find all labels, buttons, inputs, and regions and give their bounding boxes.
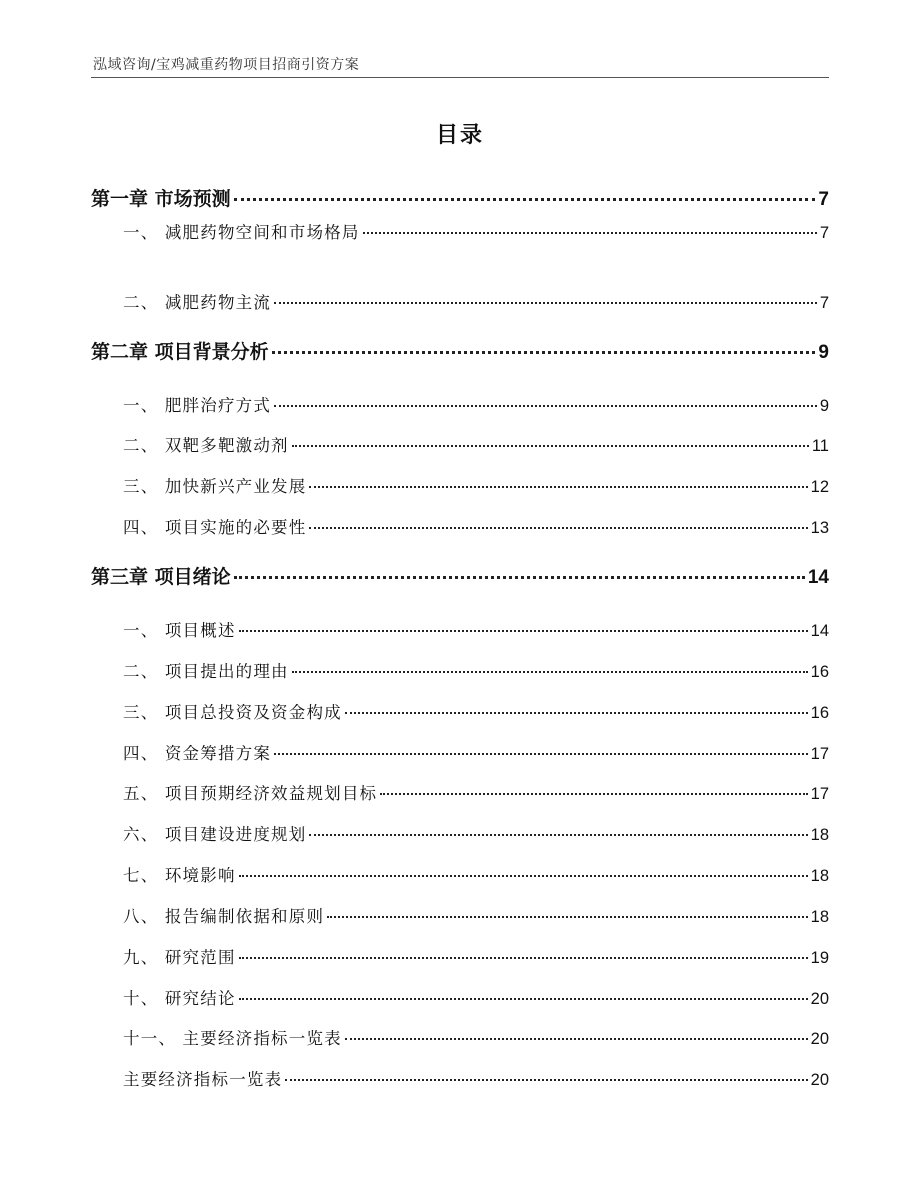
dot-leader: [309, 486, 807, 488]
dot-leader: [345, 1038, 808, 1040]
dot-leader: [239, 998, 808, 1000]
dot-leader: [274, 302, 817, 304]
toc-entry-label: 三、 项目总投资及资金构成: [123, 703, 342, 722]
toc-section[interactable]: [123, 1025, 829, 1049]
toc-entry-label: 十一、 主要经济指标一览表: [123, 1029, 342, 1048]
toc-page-number: 7: [819, 224, 829, 242]
toc-page-number: 17: [810, 785, 829, 803]
dot-leader: [239, 875, 808, 877]
toc-entry-label: 第一章 市场预测: [91, 188, 231, 210]
toc-section[interactable]: [123, 985, 829, 1009]
dot-leader: [239, 957, 808, 959]
dot-leader: [274, 405, 817, 407]
dot-leader: [309, 527, 807, 529]
toc-entry-label: 六、 项目建设进度规划: [123, 825, 307, 844]
toc-title: 目录: [435, 123, 484, 148]
dot-leader: [239, 630, 808, 632]
dot-leader: [345, 712, 808, 714]
dot-leader: [274, 753, 808, 755]
toc-section[interactable]: [123, 617, 829, 641]
toc-entry-label: 二、 双靶多靶激动剂: [123, 436, 289, 455]
toc-page-number: 20: [810, 1030, 829, 1048]
toc-section[interactable]: [123, 289, 829, 313]
toc-section[interactable]: [123, 1066, 829, 1090]
toc-section[interactable]: [123, 219, 829, 243]
toc-chapter-1[interactable]: [91, 184, 829, 211]
toc-section[interactable]: [123, 944, 829, 968]
toc-page-number: 16: [810, 663, 829, 681]
running-header: 泓域咨询/宝鸡减重药物项目招商引资方案: [93, 57, 360, 73]
toc-chapter-3[interactable]: [91, 562, 829, 589]
toc-page-number: 11: [811, 437, 829, 455]
toc-chapter-2[interactable]: [91, 337, 829, 364]
toc-page-number: 7: [818, 189, 829, 210]
toc-page-number: 20: [810, 990, 829, 1008]
toc-page-number: 7: [819, 294, 829, 312]
toc-entry-label: 十、 研究结论: [123, 989, 236, 1008]
toc-page-number: 19: [810, 949, 829, 967]
toc-section[interactable]: [123, 862, 829, 886]
toc-page-number: 14: [810, 622, 829, 640]
toc-section[interactable]: [123, 699, 829, 723]
toc-entry-label: 一、 肥胖治疗方式: [123, 396, 272, 415]
toc-entry-label: 第二章 项目背景分析: [91, 341, 269, 363]
toc-section[interactable]: [123, 392, 829, 416]
dot-leader: [272, 351, 816, 354]
toc-page-number: 9: [819, 397, 829, 415]
toc-section[interactable]: [123, 821, 829, 845]
toc-section[interactable]: [123, 514, 829, 538]
dot-leader: [234, 198, 816, 201]
toc-entry-label: 三、 加快新兴产业发展: [123, 477, 307, 496]
toc-entry-label: 一、 项目概述: [123, 621, 236, 640]
toc-section[interactable]: [123, 473, 829, 497]
dot-leader: [380, 793, 807, 795]
toc-entry-label: 二、 减肥药物主流: [123, 293, 272, 312]
toc-section[interactable]: [123, 903, 829, 927]
toc-entry-label: 主要经济指标一览表: [123, 1070, 283, 1089]
dot-leader: [292, 671, 808, 673]
toc-entry-label: 九、 研究范围: [123, 948, 236, 967]
dot-leader: [292, 445, 809, 447]
toc-page-number: 20: [810, 1071, 829, 1089]
toc-entry-label: 二、 项目提出的理由: [123, 662, 289, 681]
dot-leader: [327, 916, 807, 918]
dot-leader: [363, 232, 817, 234]
toc-page-number: 9: [818, 342, 829, 363]
toc-entry-label: 第三章 项目绪论: [91, 566, 231, 588]
toc-entry-label: 八、 报告编制依据和原则: [123, 907, 325, 926]
dot-leader: [234, 576, 805, 579]
toc-section[interactable]: [123, 780, 829, 804]
toc-section[interactable]: [123, 740, 829, 764]
dot-leader: [285, 1079, 807, 1081]
toc-page-number: 18: [810, 908, 829, 926]
dot-leader: [309, 834, 807, 836]
toc-page-number: 13: [810, 519, 829, 537]
toc-page-number: 14: [807, 567, 829, 588]
toc-page-number: 16: [810, 704, 829, 722]
toc-page-number: 17: [810, 745, 829, 763]
toc-page-number: 18: [810, 826, 829, 844]
toc-entry-label: 一、 减肥药物空间和市场格局: [123, 223, 360, 242]
toc-entry-label: 四、 项目实施的必要性: [123, 518, 307, 537]
toc-entry-label: 五、 项目预期经济效益规划目标: [123, 784, 378, 803]
toc-page-number: 12: [810, 478, 829, 496]
toc-page-number: 18: [810, 867, 829, 885]
toc-entry-label: 四、 资金筹措方案: [123, 744, 272, 763]
toc-section[interactable]: [123, 432, 829, 456]
toc-entry-label: 七、 环境影响: [123, 866, 236, 885]
toc-section[interactable]: [123, 658, 829, 682]
